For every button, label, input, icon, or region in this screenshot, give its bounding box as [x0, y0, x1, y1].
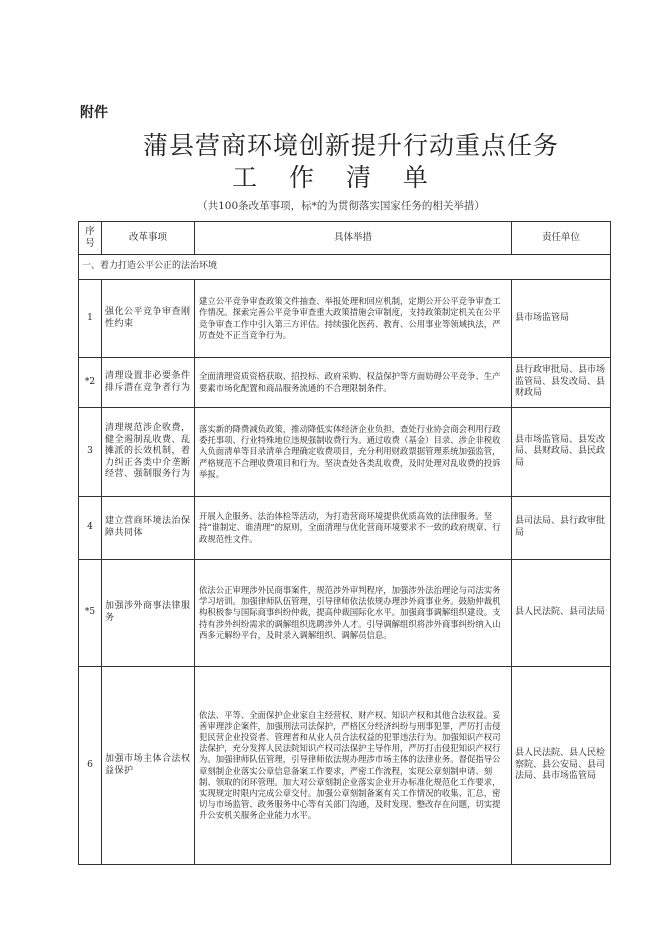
table-row — [79, 280, 611, 358]
table-row — [79, 497, 611, 560]
attachment-label: 附件 — [80, 105, 108, 121]
row-no: 3 — [79, 408, 102, 497]
document-title: 蒲县营商环境创新提升行动重点任务 — [142, 131, 559, 160]
row-measure: 开展入企服务、法治体检等活动，为打造营商环境提供优质高效的法律服务。坚持“谁制定、谁清理”的原则，全面清理与优化营商环境要求不一致的政府规章、行政规范性文件。 — [195, 497, 512, 560]
section-title: 一、着力打造公平公正的法治环境 — [79, 255, 611, 280]
row-measure: 落实新的降费减负政策，推动降低实体经济企业负担，查处行业协会商会利用行政委托事项、行业特殊地位违规强制收费行为。通过收费（基金）目录、涉企非税收入负面清单等目录清单合理确定收费项目，充分利用财政票据管理系统加强监管，严格规范不合理收费项目和行为。坚决查处各类乱收费，及时处理对乱收费的投诉举报。 — [195, 408, 512, 497]
row-measure: 依法、平等、全面保护企业家自主经营权、财产权、知识产权和其他合法权益。妥善审理涉企案件，加强刑法司法保护，严格区分经济纠纷与刑事犯罪，严厉打击侵犯民营企业投资者、管理者和从业人员合法权益的犯罪违法行为。加强知识产权司法保护，充分发挥人民法院知识产权司法保护主导作用，严厉打击侵犯知识产权行为。加强律师队伍管理，引导律师依法规办理涉市场主体的法律业务。督促指导公章刻制企业落实公章信息备案工作要求，严密工作流程，实现公章刻制申请、刻制、领取的闭环管理。加大对公章刻制企业落实企业开办标准化规范化工作要求，实现规定时限内完成公章交付。加强公章刻制备案有关工作情况的收集、汇总，密切与市场监管、政务服务中心等有关部门沟通，及时发现、整改存在问题，切实提升公安机关服务企业能力水平。 — [195, 667, 512, 865]
table-row — [79, 560, 611, 667]
header-unit: 责任单位 — [512, 222, 611, 255]
header-measure: 具体举措 — [195, 222, 512, 255]
row-measure: 依法公正审理涉外民商事案件，规范涉外审判程序，加强涉外法治理论与司法实务学习培训。加强律师队伍管理，引导律师依法依规办理涉外商事业务。鼓励仲裁机构积极参与国际商事纠纷仲裁，提高仲裁国际化水平。加强商事调解组织建设。支持有涉外纠纷需求的调解组织选聘涉外人才。引导调解组织将涉外商事纠纷纳入山西多元解纷平台，及时录入调解组织、调解员信息。 — [195, 560, 512, 667]
row-no: 4 — [79, 497, 102, 560]
row-unit: 县司法局、县行政审批局 — [512, 497, 611, 560]
row-no: *5 — [79, 560, 102, 667]
row-item: 加强市场主体合法权益保护 — [102, 667, 195, 865]
document-title-line2: 工 作 清 单 — [232, 163, 440, 192]
row-item: 清理规范涉企收费，健全遏制乱收费、乱摊派的长效机制，着力纠正各类中介垄断经营、强制服务行为 — [102, 408, 195, 497]
table-row — [79, 408, 611, 497]
section-row — [79, 255, 611, 280]
row-item: 强化公平竞争审查刚性约束 — [102, 280, 195, 358]
row-no: *2 — [79, 358, 102, 408]
row-no: 6 — [79, 667, 102, 865]
row-item: 建立营商环境法治保障共同体 — [102, 497, 195, 560]
header-no: 序号 — [79, 222, 102, 255]
task-table — [78, 221, 611, 865]
table-row — [79, 667, 611, 865]
row-measure: 全面清理资质资格获取、招投标、政府采购、权益保护等方面妨碍公平竞争、生产要素市场化配置和商品服务流通的不合理限制条件。 — [195, 358, 512, 408]
row-unit: 县行政审批局、县市场监管局、县发改局、县财政局 — [512, 358, 611, 408]
header-item: 改革事项 — [102, 222, 195, 255]
table-header-row — [79, 222, 611, 255]
row-item: 清理设置非必要条件排斥潜在竞争者行为 — [102, 358, 195, 408]
row-unit: 县市场监管局 — [512, 280, 611, 358]
row-unit: 县人民法院、县司法局 — [512, 560, 611, 667]
row-unit: 县人民法院、县人民检察院、县公安局、县司法局、县市场监管局 — [512, 667, 611, 865]
row-unit: 县市场监管局、县发改局、县财政局、县民政局 — [512, 408, 611, 497]
row-no: 1 — [79, 280, 102, 358]
row-item: 加强涉外商事法律服务 — [102, 560, 195, 667]
table-row — [79, 358, 611, 408]
row-measure: 建立公平竞争审查政策文件抽查、举报处理和回应机制，定期公开公平竞争审查工作情况。探索完善公平竞争审查重大政策措施会审制度，支持政策制定机关在公平竞争审查工作中引入第三方评估。持续强化医药、教育、公用事业等领域执法，严厉查处不正当竞争行为。 — [195, 280, 512, 358]
document-subtitle: （共100条改革事项，标*的为贯彻落实国家任务的相关举措） — [197, 200, 485, 212]
